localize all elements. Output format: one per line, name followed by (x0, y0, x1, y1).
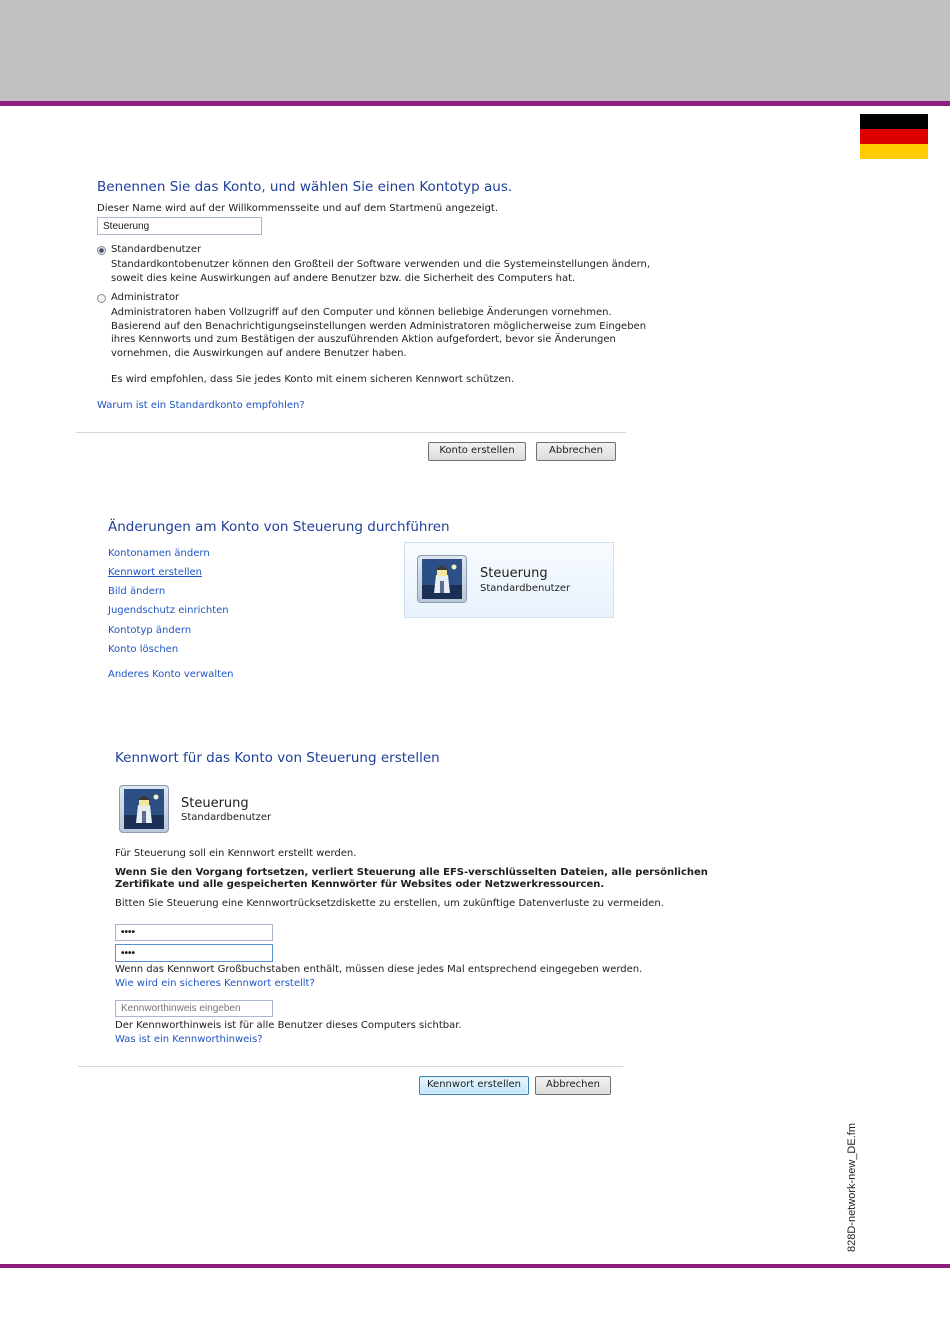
case-sensitivity-note: Wenn das Kennwort Großbuchstaben enthält, müssen diese jedes Mal entsprechend eingegeben werden. (115, 964, 643, 975)
name-hint: Dieser Name wird auf der Willkommensseite und auf dem Startmenü angezeigt. (97, 203, 499, 214)
confirm-password-input[interactable] (115, 944, 273, 962)
password-hint-input[interactable] (115, 1000, 273, 1017)
manage-other-account-link[interactable]: Anderes Konto verwalten (108, 669, 234, 680)
hint-visibility-note: Der Kennworthinweis ist für alle Benutzer dieses Computers sichtbar. (115, 1020, 462, 1031)
what-is-hint-link[interactable]: Was ist ein Kennworthinweis? (115, 1034, 263, 1045)
german-flag-icon (860, 114, 928, 159)
standard-user-radio[interactable] (97, 246, 106, 255)
delete-account-link[interactable]: Konto löschen (108, 644, 179, 655)
standard-user-label[interactable]: Standardbenutzer (111, 244, 202, 255)
divider (78, 1066, 623, 1067)
panel2-heading: Änderungen am Konto von Steuerung durchführen (108, 519, 450, 535)
why-standard-account-link[interactable]: Warum ist ein Standardkonto empfohlen? (97, 400, 305, 411)
panel1-heading: Benennen Sie das Konto, und wählen Sie einen Kontotyp aus. (97, 179, 513, 195)
efs-warning: Zertifikate und alle gespeicherten Kennwörter für Websites oder Netzwerkressourcen. (115, 879, 605, 890)
cancel-button[interactable]: Abbrechen (535, 1076, 611, 1095)
user-name: Steuerung (480, 566, 548, 581)
reset-disk-note: Bitten Sie Steuerung eine Kennwortrücksetzdiskette zu erstellen, um zukünftige Datenverluste zu vermeiden. (115, 898, 664, 909)
administrator-radio[interactable] (97, 294, 106, 303)
footer-accent-line (0, 1264, 950, 1268)
create-password-button[interactable]: Kennwort erstellen (419, 1076, 529, 1095)
create-account-button[interactable]: Konto erstellen (428, 442, 526, 461)
administrator-desc: Basierend auf den Benachrichtigungseinstellungen werden Administratoren möglicherweise zum Eingeben (111, 321, 647, 332)
cancel-button[interactable]: Abbrechen (536, 442, 616, 461)
lighthouse-avatar-icon (417, 555, 467, 603)
administrator-desc: vornehmen, die Auswirkungen auf andere Benutzer haben. (111, 348, 407, 359)
create-password-link[interactable]: Kennwort erstellen (108, 567, 202, 578)
panel3-heading: Kennwort für das Konto von Steuerung erstellen (115, 750, 440, 766)
lighthouse-avatar-icon (119, 785, 169, 833)
administrator-desc: ihres Kennworts und zum Bestätigen der auszuführenden Aktion aufgefordert, bevor sie Änderungen (111, 334, 616, 345)
secure-password-link[interactable]: Wie wird ein sicheres Kennwort erstellt? (115, 978, 315, 989)
change-picture-link[interactable]: Bild ändern (108, 586, 166, 597)
efs-warning: Wenn Sie den Vorgang fortsetzen, verliert Steuerung alle EFS-verschlüsselten Dateien, alle persönlichen (115, 867, 708, 878)
administrator-label[interactable]: Administrator (111, 292, 180, 303)
standard-user-desc: soweit dies keine Auswirkungen auf andere Benutzer bzw. die Sicherheit des Computers hat. (111, 273, 576, 284)
administrator-desc: Administratoren haben Vollzugriff auf den Computer und können beliebige Änderungen vornehmen. (111, 307, 612, 318)
user-type: Standardbenutzer (181, 812, 272, 823)
account-name-input[interactable] (97, 217, 262, 235)
standard-user-desc: Standardkontobenutzer können den Großteil der Software verwenden und die Systemeinstellungen ändern, (111, 259, 651, 270)
divider (76, 432, 626, 433)
change-account-name-link[interactable]: Kontonamen ändern (108, 548, 210, 559)
header-accent-line (0, 101, 950, 106)
user-type: Standardbenutzer (480, 583, 571, 594)
footer-filename: 828D-network-new_DE.fm (846, 1123, 858, 1252)
new-password-input[interactable] (115, 924, 273, 941)
user-name: Steuerung (181, 796, 249, 811)
password-recommendation: Es wird empfohlen, dass Sie jedes Konto mit einem sicheren Kennwort schützen. (111, 374, 515, 385)
header-band (0, 0, 950, 101)
change-account-type-link[interactable]: Kontotyp ändern (108, 625, 192, 636)
parental-controls-link[interactable]: Jugendschutz einrichten (108, 605, 229, 616)
password-intro: Für Steuerung soll ein Kennwort erstellt werden. (115, 848, 357, 859)
